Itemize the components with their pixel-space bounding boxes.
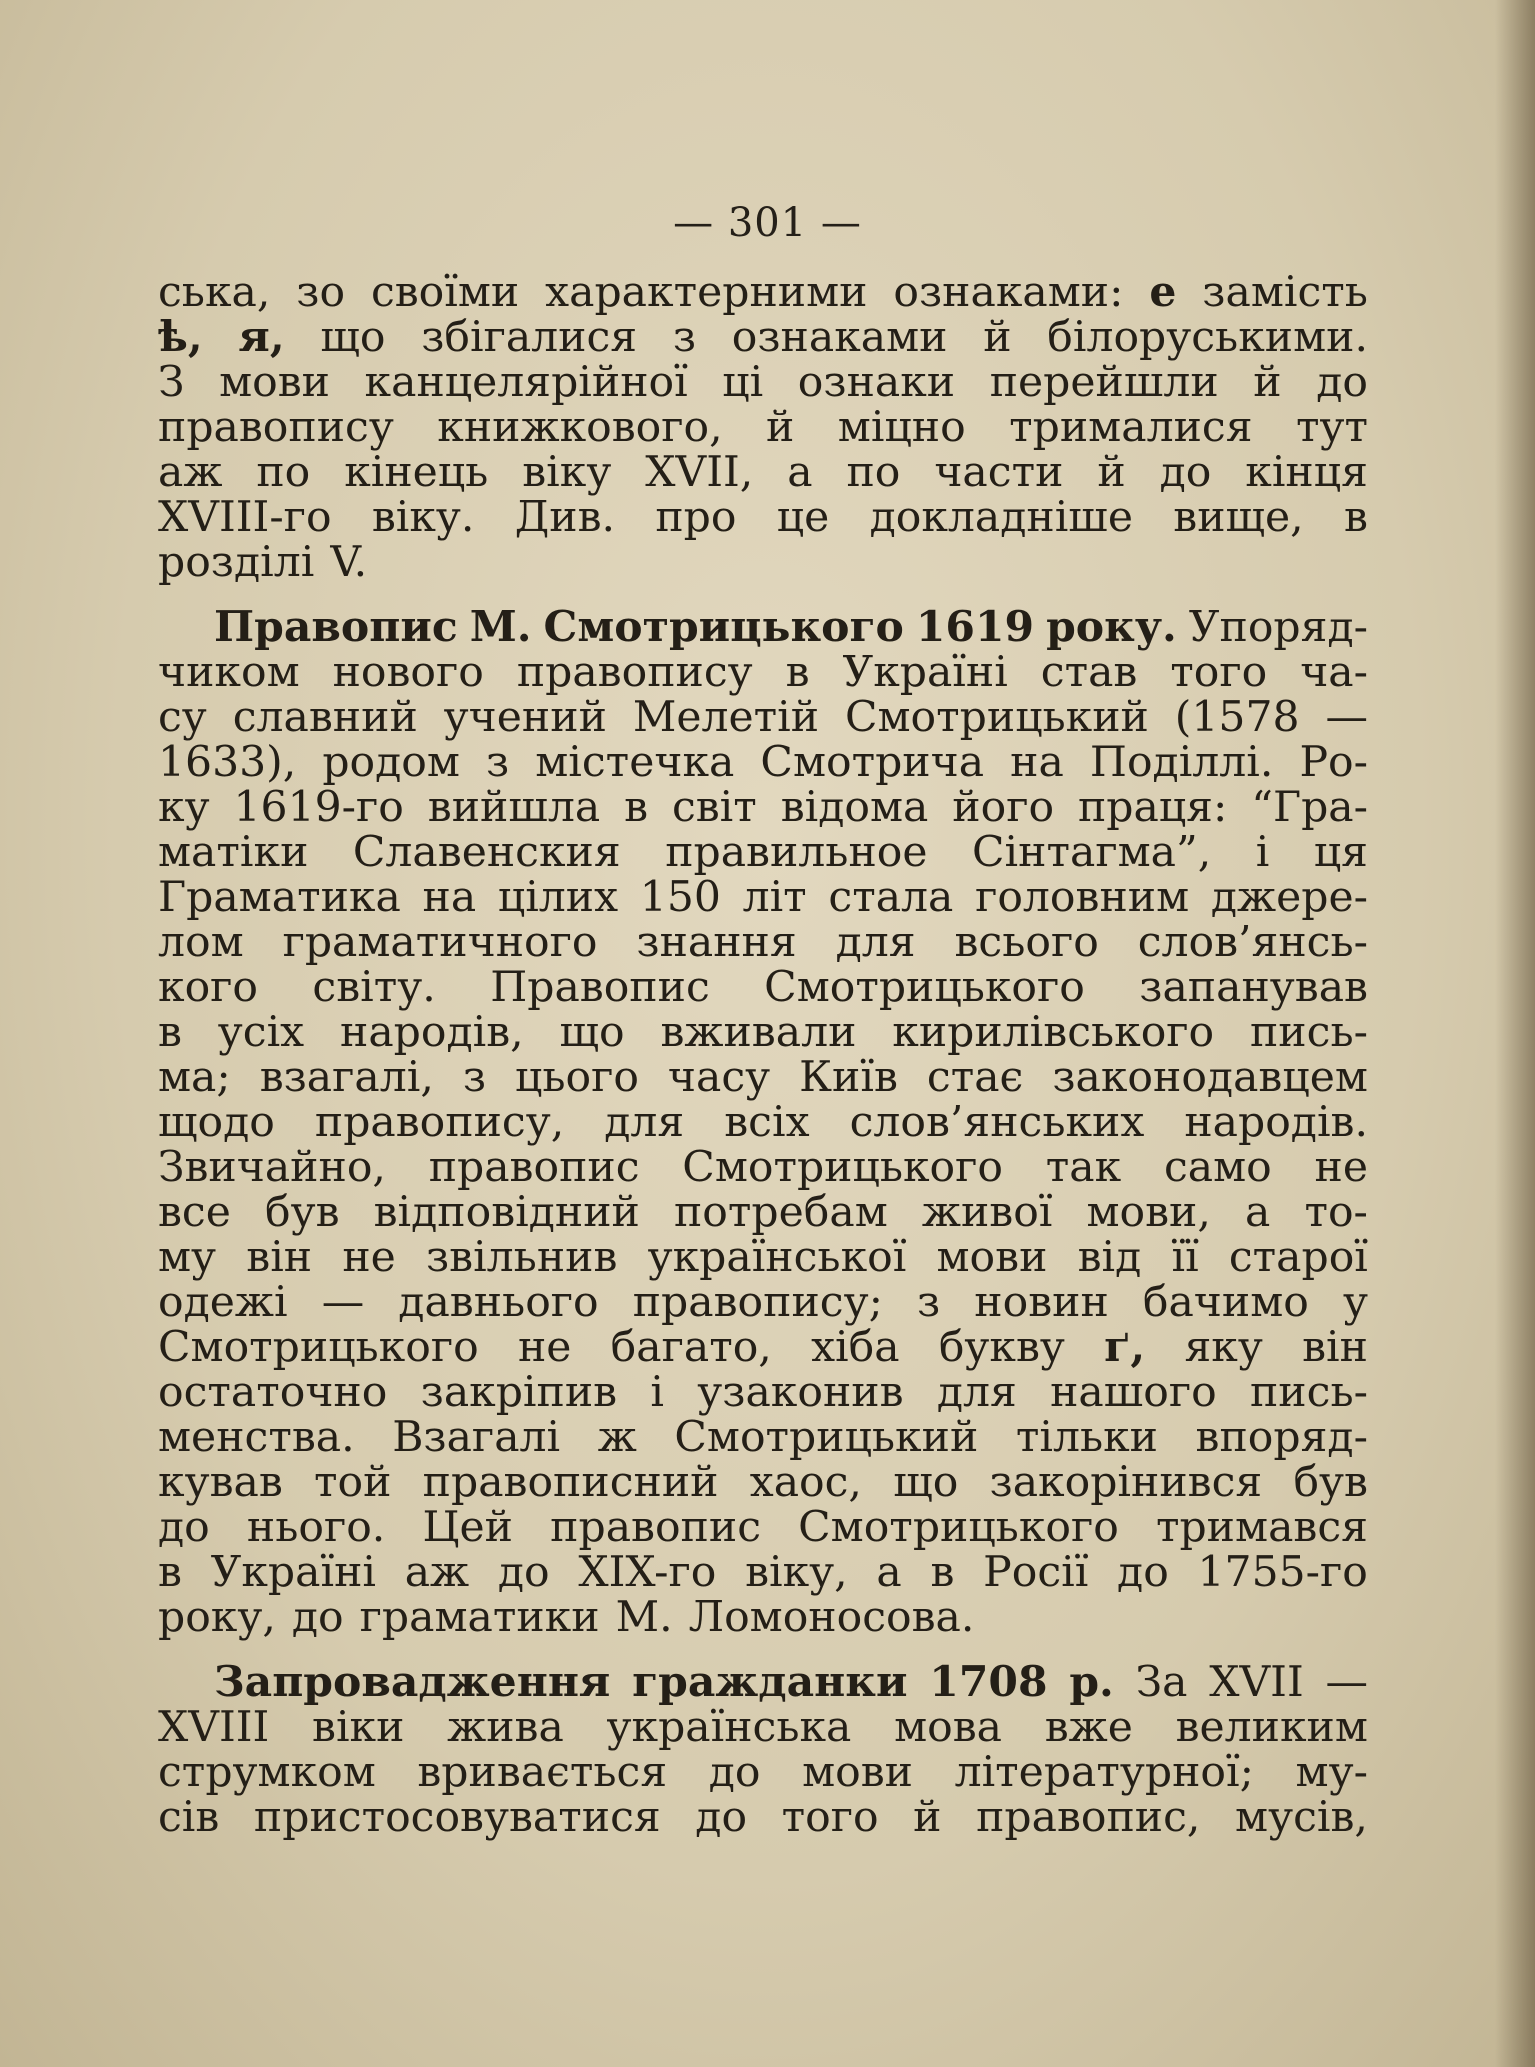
word: Смотрицького	[764, 963, 1085, 1012]
word: Ро-	[1299, 738, 1368, 787]
word: відповідний	[373, 1188, 640, 1237]
text-line	[158, 360, 1368, 405]
word: закріпив	[420, 1368, 618, 1417]
word: це	[776, 493, 830, 542]
word: трималися	[1009, 403, 1253, 452]
word: Поділлі.	[1089, 738, 1274, 787]
word: правопису	[158, 403, 394, 452]
word: кирилівського	[892, 1008, 1215, 1057]
word: народів.	[1184, 1098, 1368, 1147]
word: правопису	[516, 648, 753, 697]
word: а	[787, 448, 813, 497]
word: розділі	[158, 538, 315, 587]
word: я,	[238, 312, 285, 362]
word: ця	[1313, 828, 1368, 877]
word: міцно	[837, 403, 966, 452]
word: його	[952, 783, 1055, 832]
word: на	[422, 873, 477, 922]
word: і	[650, 1368, 664, 1417]
word: 1619	[915, 602, 1035, 652]
word: яку	[1184, 1323, 1263, 1372]
word: части	[934, 448, 1064, 497]
word: кінець	[344, 448, 489, 497]
word: закорінився	[989, 1458, 1263, 1507]
word: лом	[158, 918, 244, 967]
word: правописний	[422, 1458, 719, 1507]
word: віку,	[745, 1548, 848, 1597]
word: до	[291, 1593, 344, 1642]
word: в	[158, 1548, 182, 1597]
word: 1755-го	[1197, 1548, 1368, 1597]
word: він	[246, 1233, 313, 1282]
word: букву	[938, 1323, 1065, 1372]
word: літ	[742, 873, 807, 922]
word: перейшли	[989, 358, 1219, 407]
word: пристосовуватися	[253, 1793, 661, 1842]
word: містечка	[535, 738, 735, 787]
word: Смотрича	[760, 738, 985, 787]
word: му	[158, 1233, 217, 1282]
word: зо	[296, 268, 346, 317]
word: матіки	[158, 828, 309, 877]
text-line	[158, 1705, 1368, 1750]
word: праця:	[1077, 783, 1228, 832]
text-line	[158, 540, 1368, 585]
word: Правопис	[214, 602, 458, 652]
word: ознаками	[731, 313, 948, 362]
word: запанував	[1139, 963, 1368, 1012]
word: з	[672, 313, 697, 362]
word: одежі	[158, 1278, 288, 1327]
word: до	[708, 1748, 761, 1797]
word: ознаками:	[893, 268, 1124, 317]
word: цього	[515, 1053, 639, 1102]
word: й	[913, 1793, 942, 1842]
word: пись-	[1249, 1008, 1368, 1057]
word: граматики	[359, 1593, 600, 1642]
word: (1578	[1174, 693, 1300, 742]
text-line	[158, 405, 1368, 450]
word: аж	[158, 448, 223, 497]
word: учений	[443, 693, 607, 742]
word: року.	[1046, 602, 1177, 652]
word: для	[835, 918, 916, 967]
word: граматичного	[282, 918, 598, 967]
word: М.	[615, 1593, 673, 1642]
word: тут	[1295, 403, 1368, 452]
word: віки	[312, 1703, 405, 1752]
word: стала	[828, 873, 954, 922]
word: Правопис	[490, 963, 710, 1012]
word: про	[655, 493, 737, 542]
text-line	[158, 1657, 1368, 1707]
word: Славенския	[352, 828, 621, 877]
word: правопис	[550, 1503, 761, 1552]
word: нового	[332, 648, 484, 697]
text-line	[158, 1235, 1368, 1280]
word: то-	[1304, 1188, 1368, 1237]
word: збігалися	[421, 313, 638, 362]
word: давнього	[398, 1278, 599, 1327]
word: правопис	[428, 1143, 640, 1192]
text-line	[158, 1280, 1368, 1325]
text-line	[158, 1750, 1368, 1795]
text-line	[158, 740, 1368, 785]
word: й	[1097, 448, 1126, 497]
word: ці	[722, 358, 764, 407]
text-line	[158, 1190, 1368, 1235]
word: Смотрицький	[674, 1413, 979, 1462]
word: канцелярійної	[364, 358, 688, 407]
word: й	[766, 403, 795, 452]
word: її	[1171, 1233, 1199, 1282]
word: кував	[158, 1458, 283, 1507]
word: від	[1077, 1233, 1142, 1282]
word: кінця	[1245, 448, 1368, 497]
word: ку	[158, 783, 210, 832]
word: правильное	[665, 828, 928, 877]
word: білоруськими.	[1047, 313, 1368, 362]
word: кого	[158, 963, 259, 1012]
word: на	[1010, 738, 1064, 787]
word: —	[1325, 1658, 1368, 1707]
word: Росії	[983, 1548, 1089, 1597]
word: “Гра-	[1251, 783, 1368, 832]
word: характерними	[545, 268, 868, 317]
text-line	[158, 650, 1368, 695]
word: не	[1314, 1143, 1368, 1192]
word: тримався	[1155, 1503, 1368, 1552]
text-line	[158, 1322, 1368, 1372]
word: великим	[1175, 1703, 1368, 1752]
word: тільки	[1015, 1413, 1158, 1462]
word: щодо	[158, 1098, 275, 1147]
word: слов’янсь-	[1137, 918, 1368, 967]
word: він	[1302, 1323, 1368, 1372]
word: замість	[1202, 268, 1368, 317]
word: аж	[404, 1548, 470, 1597]
word: е	[1149, 267, 1177, 317]
text-line	[158, 312, 1368, 362]
word: всіх	[724, 1098, 810, 1147]
word: сів	[158, 1793, 220, 1842]
page-spine-shadow	[1495, 0, 1535, 2067]
word: відома	[780, 783, 929, 832]
word: до	[497, 1548, 550, 1597]
word: чиком	[158, 648, 300, 697]
word: а	[876, 1548, 902, 1597]
word: хіба	[811, 1323, 900, 1372]
word: до	[1159, 448, 1212, 497]
word: головним	[975, 873, 1190, 922]
word: Ломоносова.	[688, 1593, 975, 1642]
word: 1633),	[158, 738, 297, 787]
word: живої	[921, 1188, 1053, 1237]
word: того	[781, 1793, 879, 1842]
word: хаос,	[749, 1458, 862, 1507]
word: вище,	[1173, 493, 1304, 542]
word: узаконив	[697, 1368, 904, 1417]
word: славний	[232, 693, 418, 742]
text-line	[158, 695, 1368, 740]
word: вживали	[660, 1008, 857, 1057]
text-line	[158, 920, 1368, 965]
word: віку	[522, 448, 612, 497]
word: ґ,	[1104, 1322, 1146, 1372]
word: вийшла	[427, 783, 601, 832]
word: жива	[447, 1703, 564, 1752]
word: з	[462, 1053, 487, 1102]
word: XVIII	[158, 1703, 270, 1752]
text-line	[158, 1595, 1368, 1640]
word: цілих	[497, 873, 619, 922]
word: й	[1253, 358, 1282, 407]
word: р.	[1069, 1657, 1114, 1707]
word: правопису,	[314, 1098, 565, 1147]
word: до	[695, 1793, 748, 1842]
word: новин	[974, 1278, 1109, 1327]
word: Див.	[514, 493, 616, 542]
word: ѣ,	[158, 312, 203, 362]
word: в	[158, 1008, 182, 1057]
word: XIX-го	[578, 1548, 717, 1597]
word: для	[604, 1098, 685, 1147]
word: мови,	[1086, 1188, 1211, 1237]
word: що	[559, 1008, 625, 1057]
word: той	[314, 1458, 392, 1507]
word: нього.	[246, 1503, 386, 1552]
word: в	[624, 783, 649, 832]
text-line	[158, 1055, 1368, 1100]
word: до	[1117, 1548, 1169, 1597]
word: по	[256, 448, 311, 497]
word: літературної;	[954, 1748, 1254, 1797]
word: в	[785, 648, 810, 697]
word: стає	[926, 1053, 1024, 1102]
word: був	[1293, 1458, 1368, 1507]
word: Упоряд-	[1188, 603, 1368, 652]
text-line	[158, 1145, 1368, 1190]
text-line	[158, 1550, 1368, 1595]
word: своїми	[370, 268, 520, 317]
word: мови	[219, 358, 330, 407]
word: остаточно	[158, 1368, 388, 1417]
word: мови	[936, 1233, 1048, 1282]
word: а	[1245, 1188, 1271, 1237]
word: став	[1040, 648, 1138, 697]
text-line	[158, 965, 1368, 1010]
word: законодавцем	[1052, 1053, 1368, 1102]
word: і	[1255, 828, 1270, 877]
word: ча-	[1300, 648, 1368, 697]
word: 150	[639, 873, 721, 922]
word: 1708	[929, 1657, 1048, 1707]
word: взагалі,	[259, 1053, 434, 1102]
word: ська,	[158, 268, 271, 317]
word: мови	[802, 1748, 913, 1797]
word: звільнив	[425, 1233, 618, 1282]
text-line	[158, 1505, 1368, 1550]
text-line	[158, 1795, 1368, 1840]
word: у	[1342, 1278, 1368, 1327]
text-line	[158, 1460, 1368, 1505]
word: Граматика	[158, 873, 401, 922]
word: того	[1170, 648, 1268, 697]
word: менства.	[158, 1413, 355, 1462]
text-line	[158, 602, 1368, 652]
word: так	[1045, 1143, 1122, 1192]
word: XVII,	[645, 448, 754, 497]
word: знання	[636, 918, 797, 967]
word: що	[320, 313, 386, 362]
word: усіх	[217, 1008, 305, 1057]
word: не	[517, 1323, 572, 1372]
text-line	[158, 1370, 1368, 1415]
word: V.	[330, 538, 368, 587]
word: що	[893, 1458, 959, 1507]
word: —	[1325, 693, 1368, 742]
word: Смотрицький	[844, 693, 1149, 742]
word: старої	[1228, 1233, 1368, 1282]
word: багато,	[610, 1323, 772, 1372]
word: Взагалі	[392, 1413, 561, 1462]
word: Звичайно,	[158, 1143, 386, 1192]
word: Запровадження	[214, 1657, 611, 1707]
word: Цей	[422, 1503, 514, 1552]
word: й	[983, 313, 1012, 362]
text-line	[158, 785, 1368, 830]
word: XVIII-го	[158, 493, 332, 542]
word: Україні	[210, 1548, 376, 1597]
page-text	[158, 267, 1368, 1842]
word: му-	[1295, 1748, 1368, 1797]
word: Мелетій	[632, 693, 820, 742]
word: світ	[671, 783, 757, 832]
word: Смотрицького	[798, 1503, 1119, 1552]
word: струмком	[158, 1748, 376, 1797]
word: Київ	[799, 1053, 898, 1102]
text-line	[158, 1415, 1368, 1460]
word: Смотрицького	[543, 602, 904, 652]
word: не	[342, 1233, 396, 1282]
word: правопису;	[632, 1278, 883, 1327]
word: в	[930, 1548, 955, 1597]
text-line	[158, 1010, 1368, 1055]
word: до	[158, 1503, 210, 1552]
word: 1619-го	[233, 783, 404, 832]
word: Україні	[842, 648, 1008, 697]
word: Смотрицького	[158, 1323, 479, 1372]
word: гражданки	[632, 1657, 908, 1707]
text-line	[158, 267, 1368, 317]
word: української	[647, 1233, 907, 1282]
word: нашого	[1050, 1368, 1217, 1417]
word: ма;	[158, 1053, 231, 1102]
word: Сінтагма”,	[972, 828, 1212, 877]
word: по	[846, 448, 901, 497]
word: часу	[667, 1053, 771, 1102]
word: XVII	[1209, 1658, 1304, 1707]
word: в	[1344, 493, 1368, 542]
word: впоряд-	[1195, 1413, 1368, 1462]
word: —	[321, 1278, 365, 1327]
word: слов’янських	[849, 1098, 1145, 1147]
word: мусів,	[1235, 1793, 1368, 1842]
word: мова	[894, 1703, 1002, 1752]
word: року,	[158, 1593, 276, 1642]
word: ознаки	[797, 358, 956, 407]
word: докладніше	[869, 493, 1133, 542]
word: ж	[597, 1413, 637, 1462]
word: книжкового,	[437, 403, 723, 452]
text-line	[158, 875, 1368, 920]
word: вже	[1044, 1703, 1133, 1752]
word: для	[936, 1368, 1017, 1417]
word: з	[485, 738, 510, 787]
word: правопис,	[976, 1793, 1201, 1842]
word: світу.	[312, 963, 436, 1012]
word: все	[158, 1188, 231, 1237]
word: українська	[606, 1703, 852, 1752]
word: вривається	[417, 1748, 668, 1797]
word: був	[264, 1188, 340, 1237]
word: су	[158, 693, 207, 742]
word: само	[1163, 1143, 1272, 1192]
word: родом	[322, 738, 460, 787]
word: джере-	[1210, 873, 1368, 922]
text-line	[158, 1100, 1368, 1145]
word: бачимо	[1142, 1278, 1309, 1327]
word: народів,	[340, 1008, 524, 1057]
word: Смотрицького	[682, 1143, 1003, 1192]
text-line	[158, 495, 1368, 540]
text-line	[158, 450, 1368, 495]
word: пись-	[1249, 1368, 1368, 1417]
word: За	[1135, 1658, 1188, 1707]
word: М.	[469, 602, 532, 652]
word: з	[917, 1278, 941, 1327]
page-number: — 301 —	[673, 200, 862, 246]
text-line	[158, 830, 1368, 875]
word: всього	[954, 918, 1099, 967]
word: до	[1316, 358, 1368, 407]
word: віку.	[371, 493, 475, 542]
word: З	[158, 358, 185, 407]
word: потребам	[673, 1188, 888, 1237]
